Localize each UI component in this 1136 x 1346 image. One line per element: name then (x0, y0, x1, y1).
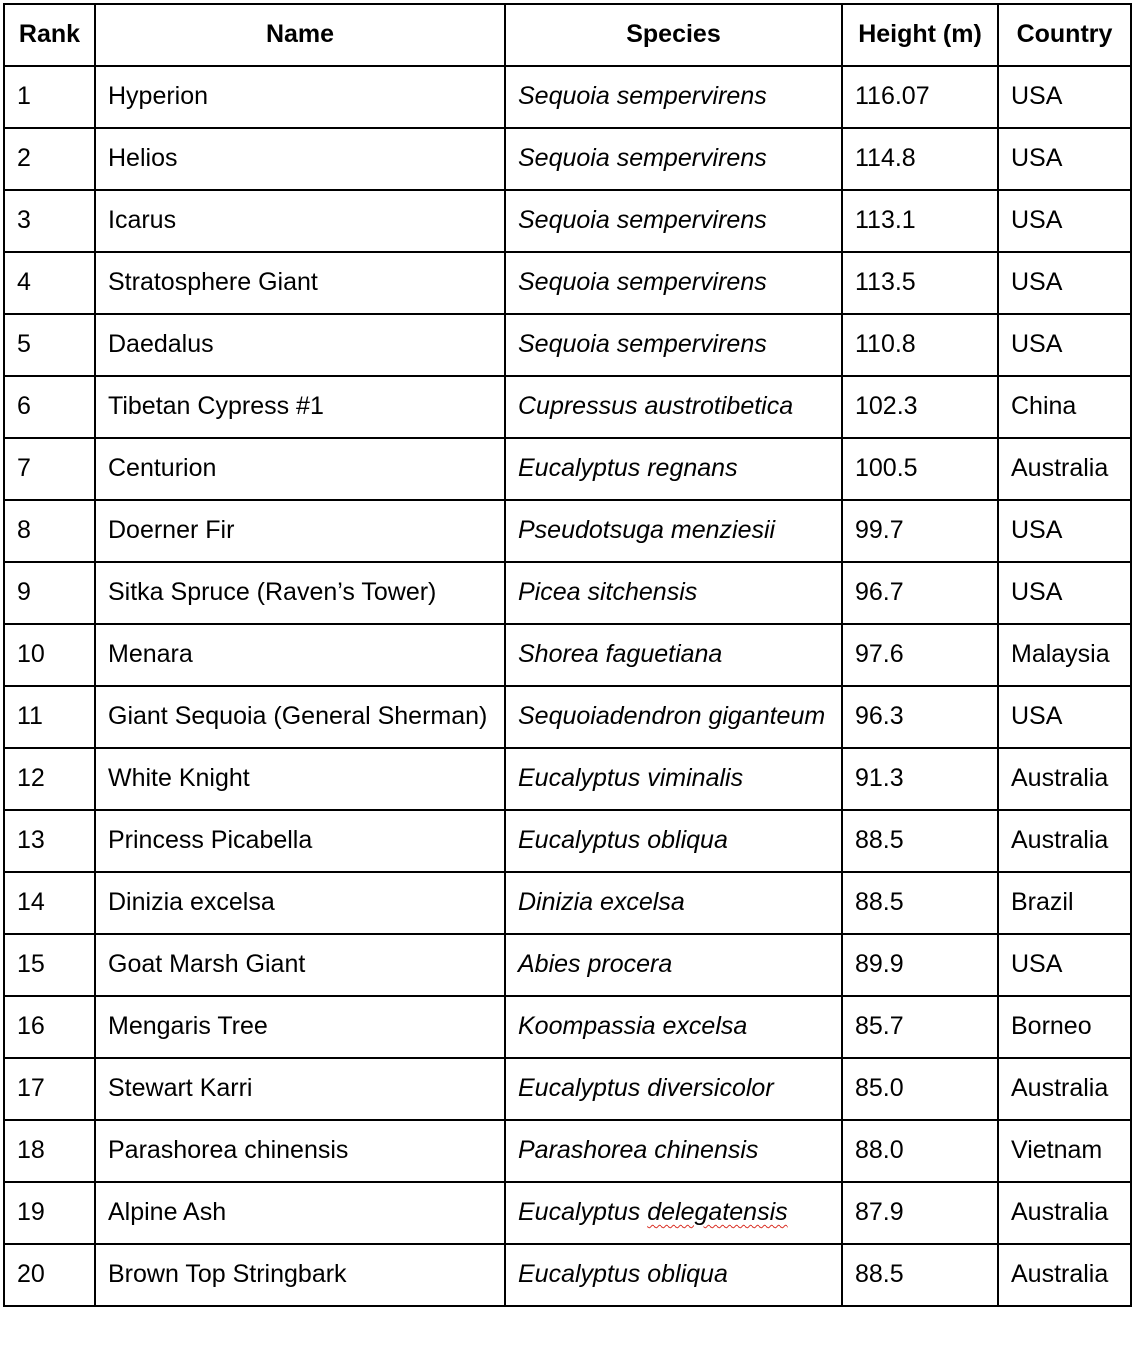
cell-country: Brazil (998, 872, 1131, 934)
cell-height: 100.5 (842, 438, 998, 500)
cell-species: Sequoia sempervirens (505, 128, 842, 190)
cell-country: USA (998, 562, 1131, 624)
cell-height: 96.3 (842, 686, 998, 748)
cell-species: Sequoia sempervirens (505, 190, 842, 252)
cell-rank: 20 (4, 1244, 95, 1306)
cell-rank: 14 (4, 872, 95, 934)
cell-height: 114.8 (842, 128, 998, 190)
spellcheck-flagged-word: delegatensis (647, 1198, 788, 1226)
cell-country: USA (998, 934, 1131, 996)
cell-country: Australia (998, 1244, 1131, 1306)
cell-species: Eucalyptus diversicolor (505, 1058, 842, 1120)
cell-height: 97.6 (842, 624, 998, 686)
cell-country: Australia (998, 1182, 1131, 1244)
cell-name: Daedalus (95, 314, 505, 376)
table-header-row (4, 4, 1131, 66)
cell-species: Dinizia excelsa (505, 872, 842, 934)
cell-country: Australia (998, 1058, 1131, 1120)
cell-name: Brown Top Stringbark (95, 1244, 505, 1306)
cell-species: Eucalyptus regnans (505, 438, 842, 500)
cell-country: Australia (998, 748, 1131, 810)
table-row (4, 1058, 1131, 1120)
cell-name: Icarus (95, 190, 505, 252)
cell-height: 99.7 (842, 500, 998, 562)
cell-name: Tibetan Cypress #1 (95, 376, 505, 438)
cell-country: USA (998, 252, 1131, 314)
tallest-trees-table (3, 3, 1132, 1307)
cell-rank: 3 (4, 190, 95, 252)
cell-height: 85.0 (842, 1058, 998, 1120)
species-prefix: Eucalyptus (518, 1198, 648, 1226)
cell-rank: 16 (4, 996, 95, 1058)
cell-height: 116.07 (842, 66, 998, 128)
table-row (4, 1182, 1131, 1244)
cell-name: Dinizia excelsa (95, 872, 505, 934)
cell-rank: 4 (4, 252, 95, 314)
table-row (4, 810, 1131, 872)
cell-rank: 15 (4, 934, 95, 996)
cell-country: China (998, 376, 1131, 438)
cell-rank: 8 (4, 500, 95, 562)
cell-height: 102.3 (842, 376, 998, 438)
table-row (4, 1120, 1131, 1182)
cell-species: Eucalyptus obliqua (505, 810, 842, 872)
cell-name: Alpine Ash (95, 1182, 505, 1244)
cell-species: Sequoia sempervirens (505, 314, 842, 376)
cell-name: Giant Sequoia (General Sherman) (95, 686, 505, 748)
cell-rank: 19 (4, 1182, 95, 1244)
cell-height: 87.9 (842, 1182, 998, 1244)
table-row (4, 624, 1131, 686)
cell-rank: 17 (4, 1058, 95, 1120)
cell-name: Parashorea chinensis (95, 1120, 505, 1182)
cell-species: Picea sitchensis (505, 562, 842, 624)
cell-rank: 18 (4, 1120, 95, 1182)
cell-species: Koompassia excelsa (505, 996, 842, 1058)
table-row (4, 996, 1131, 1058)
table-row (4, 190, 1131, 252)
cell-height: 96.7 (842, 562, 998, 624)
cell-rank: 9 (4, 562, 95, 624)
table-row (4, 1244, 1131, 1306)
table-row (4, 562, 1131, 624)
cell-height: 89.9 (842, 934, 998, 996)
cell-species: Pseudotsuga menziesii (505, 500, 842, 562)
table-row (4, 500, 1131, 562)
cell-species: Eucalyptus viminalis (505, 748, 842, 810)
cell-name: Sitka Spruce (Raven’s Tower) (95, 562, 505, 624)
cell-rank: 10 (4, 624, 95, 686)
table-row (4, 376, 1131, 438)
header-species: Species (505, 4, 842, 66)
cell-rank: 7 (4, 438, 95, 500)
cell-species (505, 1182, 842, 1244)
cell-rank: 1 (4, 66, 95, 128)
cell-rank: 13 (4, 810, 95, 872)
table-row (4, 66, 1131, 128)
table-row (4, 748, 1131, 810)
cell-country: USA (998, 190, 1131, 252)
cell-country: USA (998, 686, 1131, 748)
header-country: Country (998, 4, 1131, 66)
cell-country: Vietnam (998, 1120, 1131, 1182)
cell-country: USA (998, 66, 1131, 128)
header-height: Height (m) (842, 4, 998, 66)
cell-name: Centurion (95, 438, 505, 500)
table-row (4, 252, 1131, 314)
cell-height: 110.8 (842, 314, 998, 376)
cell-species: Shorea faguetiana (505, 624, 842, 686)
cell-country: Borneo (998, 996, 1131, 1058)
cell-name: Mengaris Tree (95, 996, 505, 1058)
cell-species: Sequoia sempervirens (505, 252, 842, 314)
cell-name: White Knight (95, 748, 505, 810)
table-row (4, 686, 1131, 748)
cell-height: 88.5 (842, 1244, 998, 1306)
cell-rank: 5 (4, 314, 95, 376)
cell-height: 88.0 (842, 1120, 998, 1182)
cell-name: Stratosphere Giant (95, 252, 505, 314)
table-row (4, 314, 1131, 376)
table-row (4, 934, 1131, 996)
cell-name: Doerner Fir (95, 500, 505, 562)
header-rank: Rank (4, 4, 95, 66)
cell-rank: 6 (4, 376, 95, 438)
cell-species: Eucalyptus obliqua (505, 1244, 842, 1306)
cell-height: 88.5 (842, 872, 998, 934)
cell-name: Menara (95, 624, 505, 686)
cell-country: Australia (998, 438, 1131, 500)
cell-height: 113.5 (842, 252, 998, 314)
cell-height: 113.1 (842, 190, 998, 252)
cell-name: Princess Picabella (95, 810, 505, 872)
cell-height: 85.7 (842, 996, 998, 1058)
cell-species: Sequoiadendron giganteum (505, 686, 842, 748)
cell-country: USA (998, 314, 1131, 376)
cell-species: Cupressus austrotibetica (505, 376, 842, 438)
cell-species: Abies procera (505, 934, 842, 996)
cell-rank: 2 (4, 128, 95, 190)
cell-country: USA (998, 128, 1131, 190)
cell-rank: 12 (4, 748, 95, 810)
table-row (4, 872, 1131, 934)
cell-height: 91.3 (842, 748, 998, 810)
cell-name: Goat Marsh Giant (95, 934, 505, 996)
cell-height: 88.5 (842, 810, 998, 872)
cell-country: Australia (998, 810, 1131, 872)
header-name: Name (95, 4, 505, 66)
cell-country: Malaysia (998, 624, 1131, 686)
cell-species: Sequoia sempervirens (505, 66, 842, 128)
cell-rank: 11 (4, 686, 95, 748)
table-row (4, 438, 1131, 500)
cell-name: Hyperion (95, 66, 505, 128)
table-row (4, 128, 1131, 190)
cell-species: Parashorea chinensis (505, 1120, 842, 1182)
cell-name: Helios (95, 128, 505, 190)
cell-country: USA (998, 500, 1131, 562)
cell-name: Stewart Karri (95, 1058, 505, 1120)
